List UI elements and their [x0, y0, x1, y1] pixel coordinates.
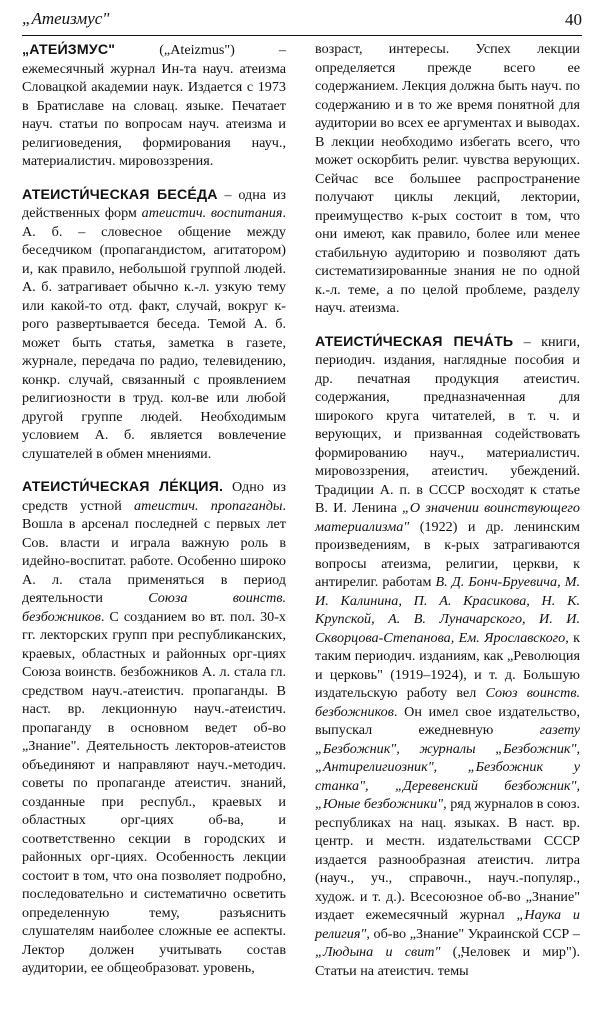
cross-reference: В. Д. Бонч-Бруевича, М. И. Калинина, П. А. Красикова, Н. К. Крупской, А. В. Луначарского, И. И. Скворцова-Степанова, Ем. Ярославского [315, 574, 581, 646]
entry-body: („Человек и мир"). Статьи на атеистич. темы [315, 944, 580, 979]
entry-headword: АТЕИСТИ́ЧЕСКАЯ ЛЕ́КЦИЯ. [22, 478, 224, 494]
entry-ateizmus [22, 40, 286, 171]
entry-text [315, 332, 580, 981]
entry-ateisticheskaya-pechat [315, 332, 580, 981]
cross-reference: „О значении воинствующего материализма" [315, 500, 580, 535]
entry-body: („Ateizmus") – ежемесячный журнал Ин-та науч. атеизма Словацкой академии наук. Издается с 1973 в Братиславе на словац. языке. Печатает науч. статьи по вопросам науч. атеизма и религиоведения, формирования науч., материалистич. мировоззрения. [22, 42, 286, 169]
entry-body: . Он имел свое издательство, выпускал ежедневную [315, 703, 580, 738]
left-column [22, 40, 286, 992]
entry-body: , об-во „Знание" Украинской ССР – [366, 925, 580, 942]
running-head: „Атеизмус" [22, 9, 110, 28]
entry-text: возраст, интересы. Успех лекции определяется прежде всего ее содержанием. Лекция должна быть науч. по содержанию и в то же время понятной для аудитории во всех ее аргументах и выводах. В лекции необходимо избегать всего, что может оскорбить религ. чувства верующих. Сейчас все большее распространение получают циклы лекций, лектории, преимущество к-рых состоит в том, что они имеют, как правило, более или менее стабильную аудиторию и позволяют дать систематизированные знания не по одной к.-л. теме, а по целой проблеме, разделу науч. атеизма. [315, 41, 580, 316]
entry-body: – одна из действенных форм [22, 186, 286, 221]
cross-reference: атеистич. воспитания [141, 205, 283, 221]
entry-body: . А. б. – словесное общение между беседчиком (пропагандистом, агитатором) и, как правило, небольшой группой людей. А. б. затрагивает обычно к.-л. узкую тему или какой-то отд. факт, случай, вокруг к-рого развертывается беседа. Темой А. б. может быть статья, заметка в газете, журнале, передача по радио, телевидению, конкр. случай, связанный с проявлением религиозности в труд. кол-ве или любой другой группе людей. Необходимым условием А. б. является вовлечение слушателей в обмен мнениями. [22, 205, 286, 462]
cross-reference: „Наука и религия" [315, 907, 580, 942]
entry-body: Одно из средств устной [22, 479, 286, 514]
entry-ateisticheskaya-lekciya [22, 477, 286, 978]
entry-body: . Вошла в арсенал последней с первых лет Сов. власти и играла важную роль в идейно-воспитат. работе. Особенно широко А. л. стала применяться в период деятельности [22, 497, 286, 606]
entry-body: . С созданием во вт. пол. 30-х гг. лекторских групп при республиканских, краевых, областных и районных орг-циях Союза воинств. безбожников А. л. стала гл. средством науч.-атеистич. пропаганды. В наст. вр. лекционную науч.-атеистич. пропаганду в основном ведет об-во „Знание". Деятельность лекторов-атеистов объединяют и направляют науч.-методич. советы по пропаганде атеистич. знаний, созданные при республ., краевых и областных орг-циях об-ва, и соответственно секции в городских и районных орг-циях. Особенность лекции состоит в том, что она позволяет подробно, последовательно и систематично осветить определенную тему, разъяснить слушателям наиболее сложные ее аспекты. Лектор должен учитывать состав аудитории, ее общеобразоват. уровень, [22, 608, 286, 976]
entry-text [22, 40, 286, 171]
entry-headword: АТЕИСТИ́ЧЕСКАЯ БЕСЕ́ДА [22, 185, 218, 202]
entry-body: (1922) и др. ленинским произведениям, в к-рых затрагиваются вопросы атеизма, религии, церкви, к антирелиг. работам [315, 518, 580, 590]
entry-body: , к таким периодич. изданиям, как „Революция и церковь" (1919–1924), и т. д. Большую издательскую работу вел [315, 629, 580, 701]
entry-text [22, 185, 286, 464]
entry-text [22, 477, 286, 978]
cross-reference: Союза воинств. безбожников [22, 590, 286, 625]
entry-body: , ряд журналов в союз. республиках на нац. языках. В наст. вр. центр. и местн. издательствами СССР издается разнообразная атеистич. литра (науч., уч., справочн., науч.-популяр., худож. и т. д.). Всесоюзное об-во „Знание" издает ежемесячный журнал [315, 796, 580, 923]
entry-headword: „АТЕИ́ЗМУС" [22, 41, 116, 57]
header-rule [22, 35, 582, 36]
entry-headword: АТЕИСТИ́ЧЕСКАЯ ПЕЧА́ТЬ [315, 332, 514, 349]
entry-body: – книги, периодич. издания, наглядные пособия и др. печатная продукция атеистич. содержания, предназначенная для широкого круга читателей, в т. ч. и верующих, и призванная содействовать формированию науч., материалистич. мировоззрения, атеистич. убеждений. Традиции А. п. в СССР восходят к статье В. И. Ленина [315, 333, 580, 516]
entry-ateisticheskaya-beseda [22, 185, 286, 464]
cross-reference: газету „Безбожник", журналы „Безбожник", „Антирелигиозник", „Безбожник у станка", „Деревенский безбожник", „Юные безбожники" [315, 722, 580, 812]
entry-continuation [315, 40, 580, 318]
page-number: 40 [565, 10, 582, 29]
cross-reference: Союз воинств. безбожников [315, 685, 580, 720]
right-column [315, 40, 580, 994]
cross-reference: „Людына и свит" [315, 944, 441, 960]
cross-reference: атеистич. пропаганды [134, 497, 283, 514]
